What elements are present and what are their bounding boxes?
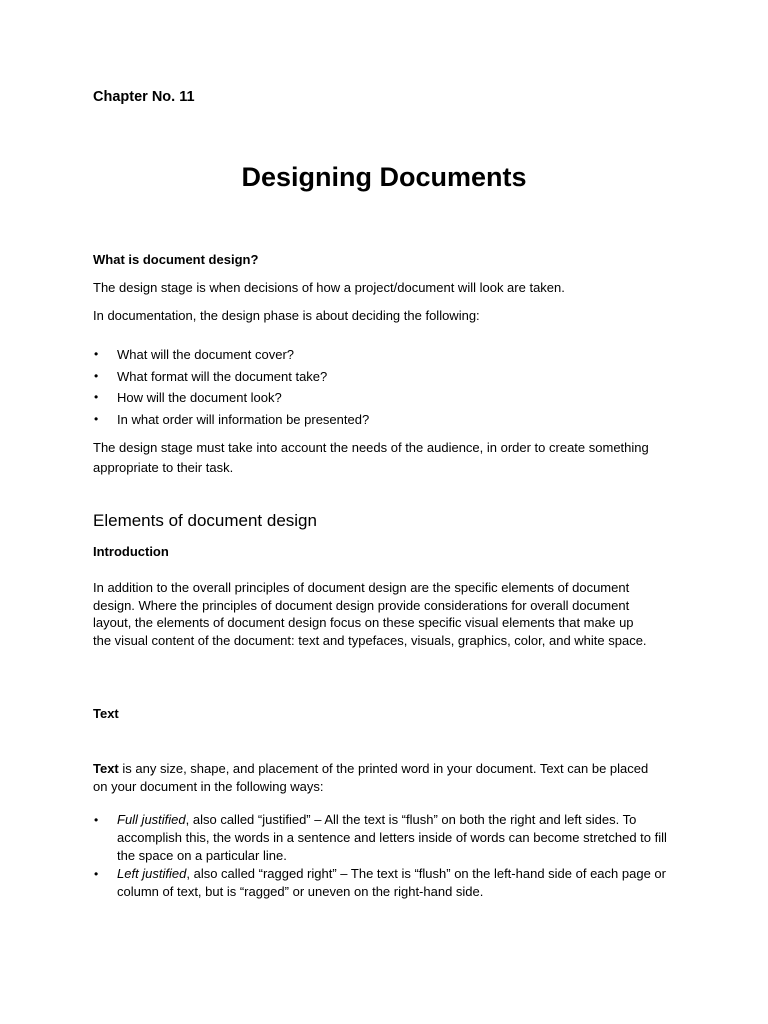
what-is-heading: What is document design? (93, 252, 259, 267)
elements-section-heading: Elements of document design (93, 511, 317, 530)
design-phase-paragraph: In documentation, the design phase is about deciding the following: (93, 308, 480, 323)
justify-description: , also called “justified” – All the text is “flush” on both the right and left sides. To accomplish this, the words in a sentence and letters inside of words can become stretched to fill the space on a particular line. (117, 812, 667, 863)
list-item (93, 811, 677, 865)
list-item-text: What will the document cover? (117, 347, 295, 362)
justify-description: , also called “ragged right” – The text is “flush” on the left-hand side of each page or column of text, but is “ragged” or uneven on the right-hand side. (117, 866, 666, 899)
bullet-icon: • (94, 368, 99, 383)
justify-term: Left justified (117, 866, 187, 881)
list-item (93, 409, 683, 431)
list-item-text: How will the document look? (117, 390, 282, 406)
list-item (93, 865, 677, 901)
introduction-heading: Introduction (93, 544, 169, 559)
list-item (93, 344, 683, 366)
list-item (93, 366, 683, 388)
bullet-icon: • (94, 412, 99, 427)
chapter-label: Chapter No. 11 (93, 89, 195, 105)
text-definition: is any size, shape, and placement of the printed word in your document. Text can be placed on your document in the following ways: (93, 761, 649, 794)
page-title: Designing Documents (241, 162, 527, 192)
justify-term: Full justified (117, 812, 186, 827)
justification-list (93, 811, 683, 901)
text-definition-paragraph (93, 760, 663, 795)
bullet-icon: • (94, 867, 99, 881)
list-item (93, 387, 683, 409)
list-item-text: In what order will information be presented? (117, 412, 370, 428)
bullet-icon: • (94, 813, 99, 827)
introduction-paragraph: In addition to the overall principles of document design are the specific elements of document design. Where the principles of document design provide considerations for overall document layout, the elements of document design focus on these specific visual elements that make up the visual content of the document: text and typefaces, visuals, graphics, color, and white space. (93, 580, 647, 649)
design-stage-paragraph: The design stage is when decisions of how a project/document will look are taken. (93, 280, 565, 295)
list-item-text: What format will the document take? (117, 368, 328, 384)
design-questions-list (93, 344, 683, 431)
bullet-icon: • (94, 390, 99, 405)
text-term: Text (93, 761, 119, 776)
audience-paragraph: The design stage must take into account the needs of the audience, in order to create something appropriate to their task. (93, 440, 649, 475)
bullet-icon: • (94, 347, 99, 361)
text-heading: Text (93, 706, 119, 721)
